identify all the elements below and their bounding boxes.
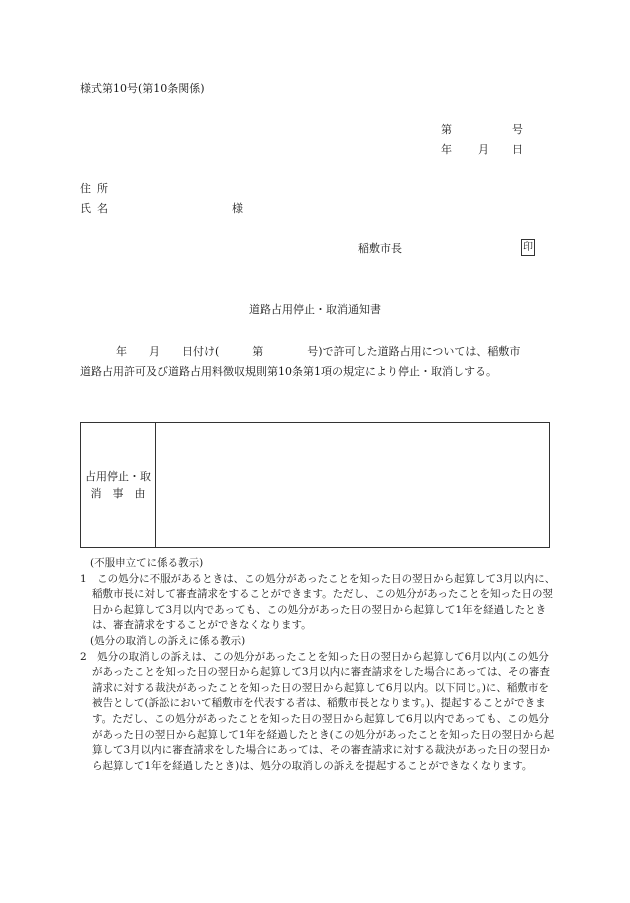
reason-label <box>81 423 156 547</box>
reason-label-line-2: 消 事 由 <box>90 487 146 500</box>
doc-number-go: 号 <box>512 123 523 136</box>
reason-value <box>156 423 549 547</box>
date-day: 日 <box>512 143 523 156</box>
seal-mark: 印 <box>521 239 535 256</box>
notes-heading-appeal: (不服申立てに係る教示) <box>90 557 204 569</box>
doc-number-dai: 第 <box>441 123 452 136</box>
issuer-title: 稲敷市長 <box>358 242 402 255</box>
name-label: 氏名 <box>80 202 114 215</box>
reason-table <box>80 422 550 548</box>
date-month: 月 <box>478 143 489 156</box>
body-line-1: 年 月 日付け( 第 号)で許可した道路占用については、稲敷市 <box>116 345 521 358</box>
notes-item-2: 2 処分の取消しの訴えは、この処分があったことを知った日の翌日から起算して6月以内(この処分があったことを知った日の翌日から起算して3月以内に審査請求をした場合にあっては、その審査請求に対する裁決があったことを知った日の翌日から起算して6月以内。以下同じ。)に、稲敷市を被告として(訴訟において稲敷市を代表する者は、稲敷市長となります。)、提起することができます。ただし、この処分があったことを知った日の翌日から起算して6月以内であっても、この処分があった日の翌日から起算して1年を経過したとき(この処分があったことを知った日の翌日から起算して3月以内に審査請求をした場合にあっては、その審査請求に対する裁決があった日の翌日から起算して1年を経過したとき)は、処分の取消しの訴えを提起することができなくなります。 <box>80 650 555 772</box>
notes-section <box>80 556 556 774</box>
honorific: 様 <box>232 202 243 215</box>
body-line-2: 道路占用許可及び道路占用料徴収規則第10条第1項の規定により停止・取消しする。 <box>80 365 497 378</box>
document-title: 道路占用停止・取消通知書 <box>249 303 381 316</box>
body-text <box>80 342 554 382</box>
form-number: 様式第10号(第10条関係) <box>80 82 205 95</box>
notes-heading-lawsuit: (処分の取消しの訴えに係る教示) <box>90 634 246 647</box>
date-year: 年 <box>441 143 452 156</box>
reason-label-line-1: 占用停止・取 <box>85 470 151 483</box>
notes-item-1: 1 この処分に不服があるときは、この処分があったことを知った日の翌日から起算して3月以内に、稲敷市長に対して審査請求をすることができます。ただし、この処分があったことを知った日の翌日から起算して3月以内であっても、この処分があった日の翌日から起算して1年を経過したときは、審査請求をすることができなくなります。 <box>80 572 556 632</box>
address-label: 住所 <box>80 182 114 195</box>
